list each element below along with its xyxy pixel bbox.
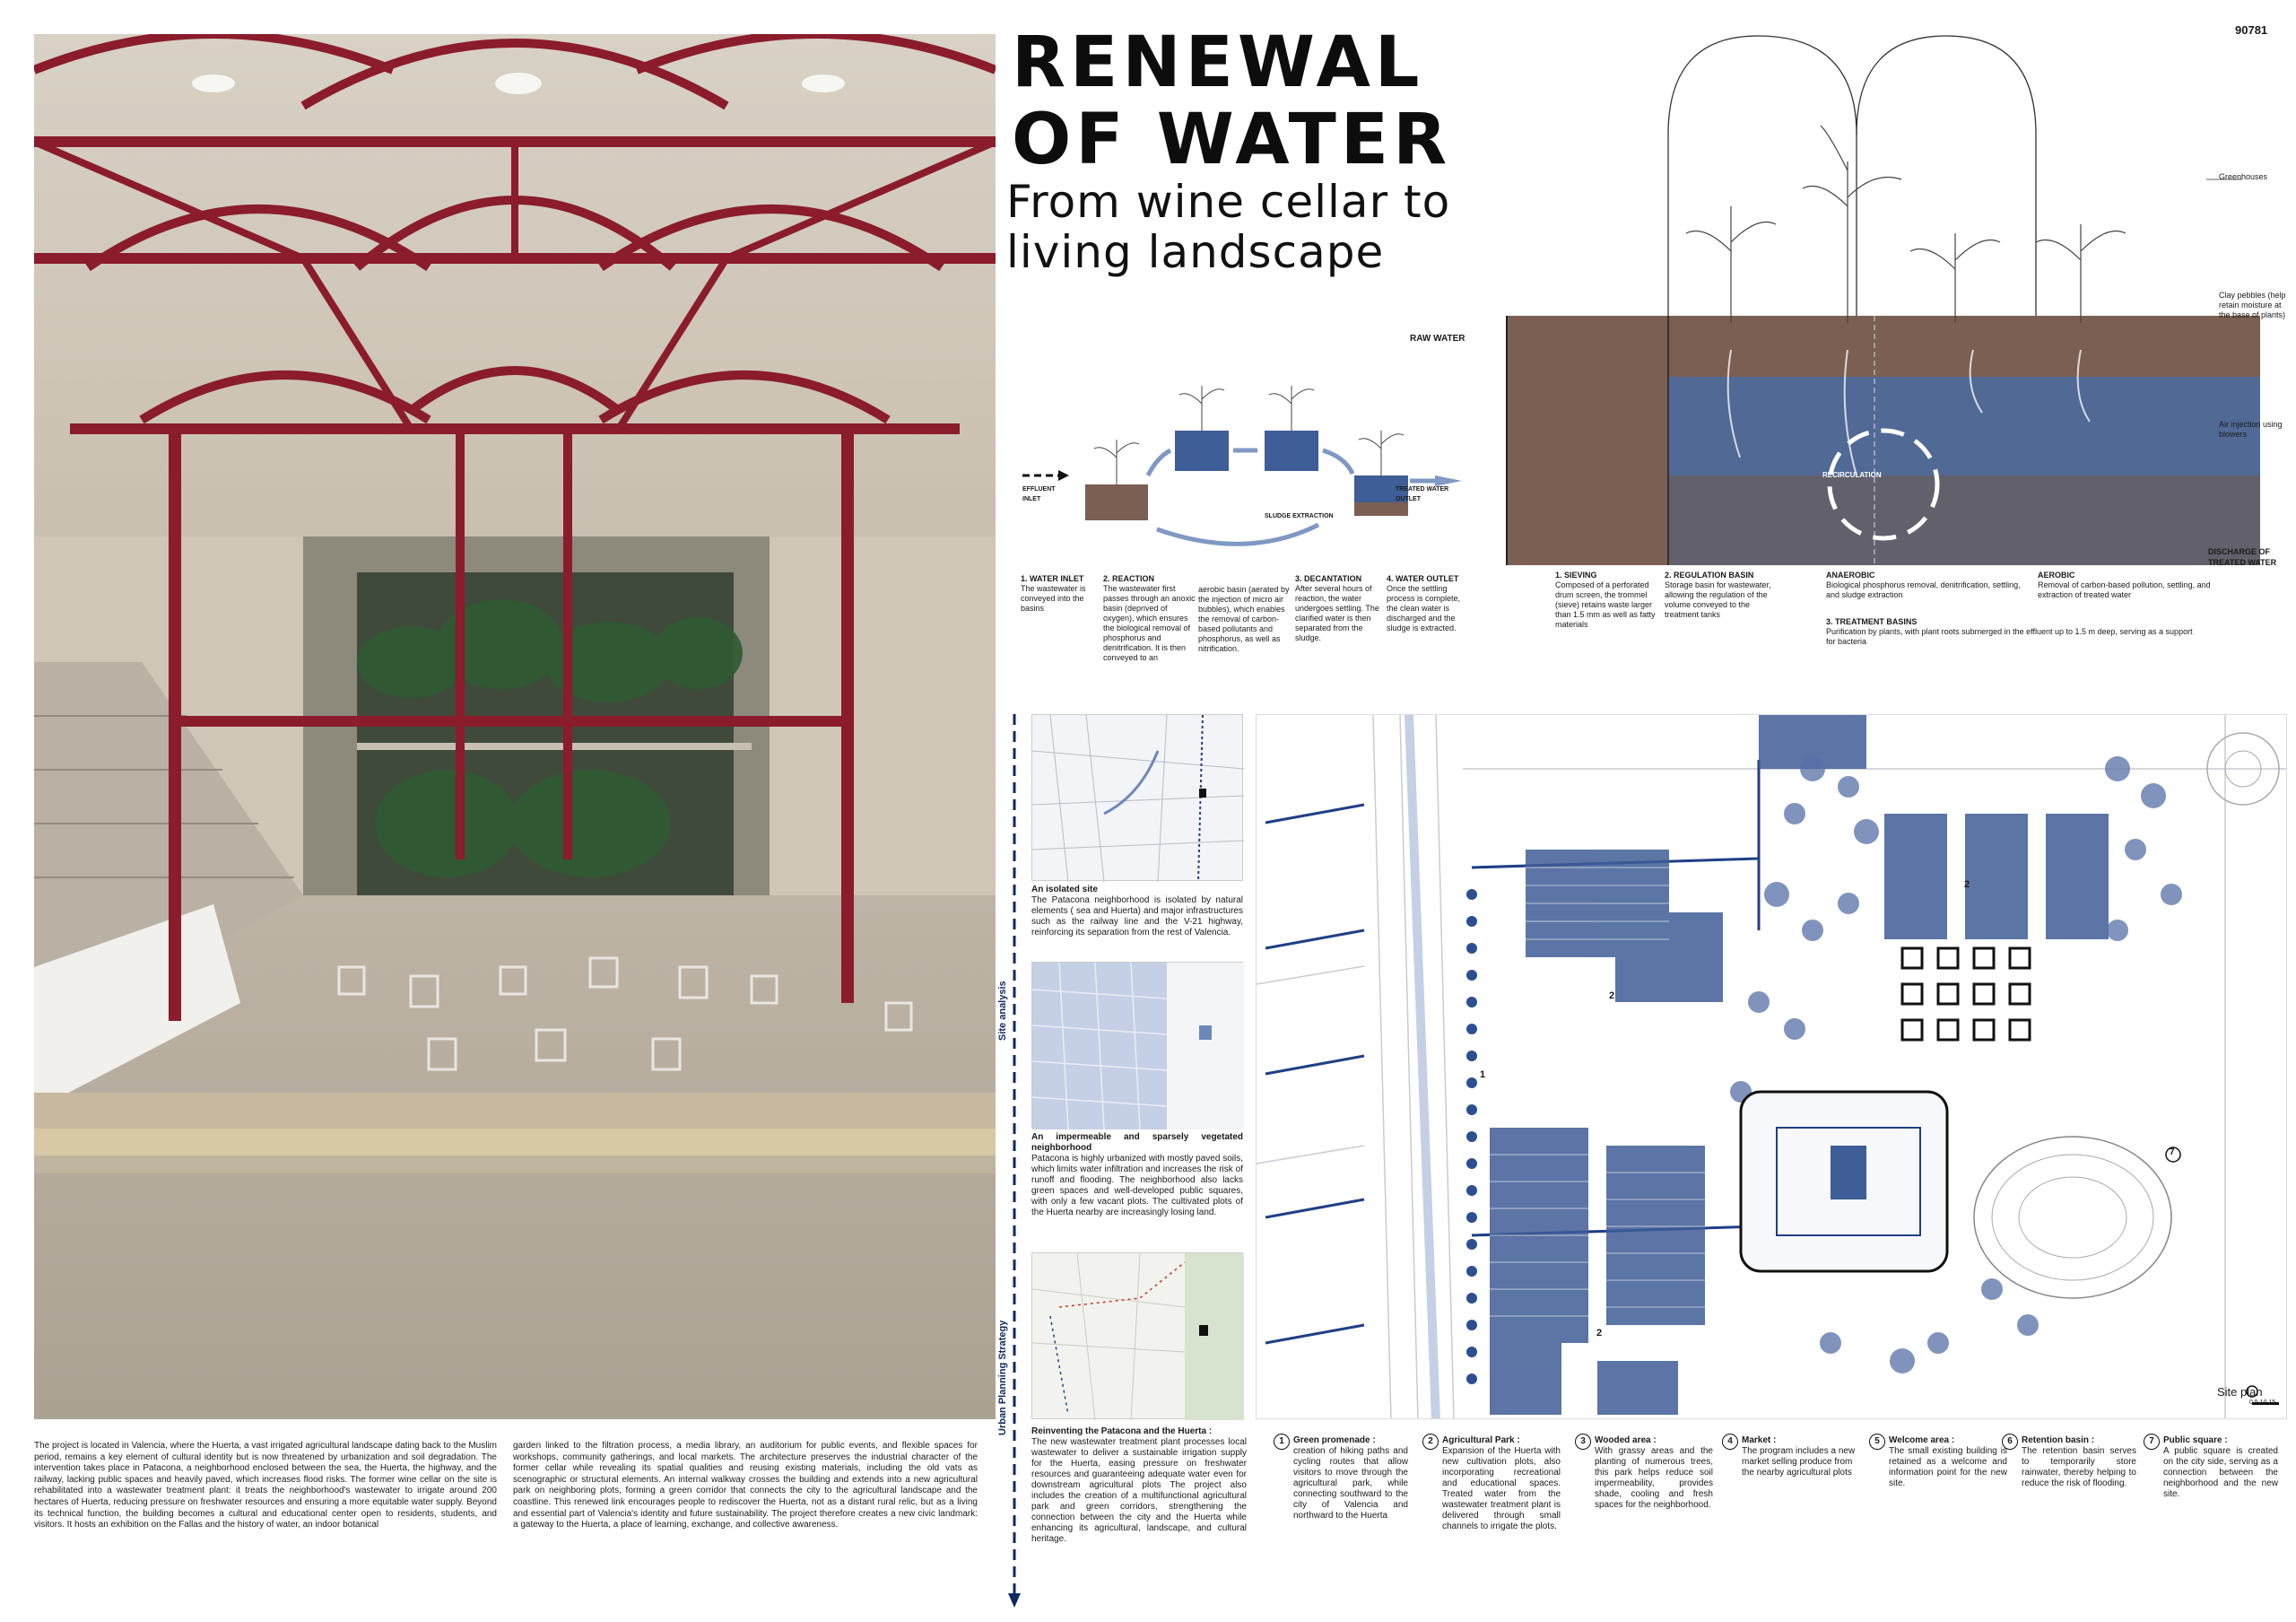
plan-marker-2c: 2 bbox=[1596, 1328, 1603, 1339]
section-regulation-text: Storage basin for wastewater, allowing the regulation of the volume conveyed to the treatment tanks bbox=[1665, 580, 1771, 619]
intro-text-col-2: garden linked to the filtration process, a media library, an auditorium for public events, and flexible spaces for workshops, community gatherings, and local markets. The architecture preserves the industrial character of the former cellar while revealing its spatial qualities and reusing existing materials, including the old vats as scenographic or structural elements. An internal walkway crosses the building and extends into a new agricultural park on neighboring plots, forming a green corridor that connects the city to the agricultural landscape and the coastline. This renewed link encourages people to rediscover the Huerta, not as a distant rural relic, but as a living and essential part of Valencia's identity and future sustainability. The project therefore creates a new civic landmark: a gateway to the Huerta, a place of learning, exchange, and collective awareness. bbox=[513, 1441, 978, 1530]
raw-water-label: RAW WATER bbox=[1410, 334, 1465, 344]
analysis-block-1-title: An isolated site bbox=[1031, 885, 1098, 894]
step-water-outlet bbox=[1387, 574, 1462, 633]
sludge-extraction-label: SLUDGE EXTRACTION bbox=[1265, 513, 1334, 519]
legend-1-title: Green promenade : bbox=[1293, 1435, 1376, 1445]
analysis-timeline bbox=[1008, 714, 1021, 1609]
subtitle-line-2: living landscape bbox=[1006, 226, 1385, 278]
step-4-text: Once the settling process is complete, the clean water is discharged and the sludge is extracted. bbox=[1387, 584, 1461, 632]
site-plan-label: Site plan bbox=[2217, 1385, 2263, 1399]
plan-marker-2b: 2 bbox=[1609, 990, 1615, 1001]
analysis-block-2-title: An impermeable and sparsely vegetated neighborhood bbox=[1031, 1132, 1243, 1153]
section-sieving-text: Composed of a perforated drum screen, the trommel (sieve) retains waste larger than 1.5 mm as well as fatty materials bbox=[1555, 580, 1656, 629]
legend-number-1: 1 bbox=[1274, 1434, 1290, 1450]
section-treatment bbox=[1826, 617, 2203, 647]
analysis-block-3-text: The new wastewater treatment plant processes local wastewater to deliver a sustainable irrigation supply for the Huerta, easing pressure on freshwater resources and guaranteeing adequate water even for downstream agricultural plots The project also includes the creation of a multifunctional agricultural park and green corridors, strengthening the connection between the city and the Huerta while enhancing its agricultural, landscape, and cultural heritage. bbox=[1031, 1437, 1247, 1544]
discharge-label-2: TREATED WATER bbox=[2208, 558, 2277, 567]
legend-3-body bbox=[1595, 1435, 1713, 1511]
site-plan-scale: 0 5 10 15 bbox=[2249, 1400, 2276, 1406]
treatment-section-diagram bbox=[1399, 27, 2287, 565]
section-anaerobic-text: Biological phosphorus removal, denitrification, settling, and sludge extraction bbox=[1826, 580, 2021, 599]
legend-5-title: Welcome area : bbox=[1889, 1435, 1955, 1445]
step-1-title: 1. WATER INLET bbox=[1021, 574, 1084, 583]
analysis-block-1 bbox=[1031, 885, 1243, 938]
treatment-section-illustration bbox=[1399, 27, 2287, 565]
analysis-block-3-title: Reinventing the Patacona and the Huerta : bbox=[1031, 1426, 1213, 1436]
legend-number-7: 7 bbox=[2144, 1434, 2160, 1450]
legend-1-text: creation of hiking paths and cycling routes that allow visitors to move through the agricultural park, while connecting southward to the city of Valencia and northward to the Huerta bbox=[1293, 1446, 1408, 1521]
section-treatment-text: Purification by plants, with plant roots submerged in the effluent up to 1.5 m deep, serving as a support for bacteria bbox=[1826, 627, 2193, 646]
site-plan-legend bbox=[1274, 1434, 2287, 1604]
section-sieving-title: 1. SIEVING bbox=[1555, 571, 1597, 580]
map-impermeable bbox=[1031, 962, 1243, 1129]
step-2-text: The wastewater first passes through an anoxic basin (deprived of oxygen), which ensures the biological removal of phosphorus and denitrification. It is then conveyed to an bbox=[1103, 584, 1196, 662]
step-3-text: After several hours of reaction, the water undergoes settling. The clarified water is then separated from the sludge. bbox=[1295, 584, 1379, 642]
timeline-dashed-line bbox=[1008, 714, 1021, 1611]
legend-3-text: With grassy areas and the planting of numerous trees, this park helps reduce soil impermeability, provides shade, cooling and fresh spaces for the neighborhood. bbox=[1595, 1446, 1713, 1510]
legend-5-body bbox=[1889, 1435, 2007, 1489]
legend-2-title: Agricultural Park : bbox=[1442, 1435, 1520, 1445]
section-aerobic-title: AEROBIC bbox=[2038, 571, 2075, 580]
interior-render bbox=[34, 34, 996, 1419]
section-sieving bbox=[1555, 571, 1663, 630]
urban-strategy-label: Urban Planning Strategy bbox=[997, 1320, 1008, 1435]
legend-6-title: Retention basin : bbox=[2022, 1435, 2095, 1445]
section-anaerobic-title: ANAEROBIC bbox=[1826, 571, 1875, 580]
analysis-block-2-text: Patacona is highly urbanized with mostly paved soils, which limits water infiltration and increases the risk of runoff and flooding. The neighborhood also lacks green spaces and well-developed public squares, with only a few vacant plots. The cultivated plots of the Huerta nearby are increasingly losing land. bbox=[1031, 1154, 1243, 1217]
analysis-block-1-text: The Patacona neighborhood is isolated by natural elements ( sea and Huerta) and major infrastructures such as the railway line and the V-21 highway, reinforcing its separation from the rest of Valencia. bbox=[1031, 895, 1243, 937]
legend-7-body bbox=[2163, 1435, 2278, 1500]
treated-outlet-label: TREATED WATER OUTLET bbox=[1396, 486, 1449, 502]
greenhouses-label: Greenhouses bbox=[2219, 172, 2268, 181]
cycle-diagram-illustration bbox=[1022, 377, 1471, 556]
map-isolated-site bbox=[1031, 714, 1243, 881]
step-reaction-continued bbox=[1198, 585, 1292, 654]
map-impermeable-illustration bbox=[1032, 963, 1244, 1129]
map-strategy bbox=[1031, 1252, 1243, 1419]
site-analysis-label: Site analysis bbox=[997, 981, 1008, 1041]
map-isolated-site-illustration bbox=[1032, 715, 1244, 882]
section-aerobic-text: Removal of carbon-based pollution, settling, and extraction of treated water bbox=[2038, 580, 2211, 599]
legend-1-body bbox=[1293, 1435, 1408, 1522]
discharge-label-1: DISCHARGE OF bbox=[2208, 547, 2271, 556]
title-line-1: RENEWAL bbox=[1012, 22, 1424, 103]
section-regulation bbox=[1665, 571, 1783, 620]
site-plan bbox=[1256, 714, 2287, 1419]
legend-number-3: 3 bbox=[1575, 1434, 1591, 1450]
subtitle-line-1: From wine cellar to bbox=[1006, 176, 1451, 228]
legend-4-title: Market : bbox=[1742, 1435, 1777, 1445]
legend-6-text: The retention basin serves to temporarily store rainwater, thereby helping to reduce the risk of flooding. bbox=[2022, 1446, 2136, 1488]
legend-2-body bbox=[1442, 1435, 1561, 1532]
legend-6-body bbox=[2022, 1435, 2136, 1489]
section-anaerobic bbox=[1826, 571, 2032, 600]
legend-7-title: Public square : bbox=[2163, 1435, 2228, 1445]
section-aerobic bbox=[2038, 571, 2235, 600]
plan-marker-1: 1 bbox=[1480, 1069, 1486, 1080]
effluent-inlet-label: EFFLUENT INLET bbox=[1022, 486, 1056, 502]
site-plan-illustration bbox=[1257, 715, 2287, 1419]
air-injection-label: Air injection using blowers bbox=[2219, 420, 2283, 439]
step-reaction bbox=[1103, 574, 1196, 663]
legend-7-text: A public square is created on the city side, serving as a connection between the neighborhood and the new site. bbox=[2163, 1446, 2278, 1499]
legend-3-title: Wooded area : bbox=[1595, 1435, 1657, 1445]
legend-2-text: Expansion of the Huerta with new cultivation plots, also incorporating recreational and educational spaces. Treated water from the wastewater treatment plant is delivered through small channels to irrigate the plots. bbox=[1442, 1446, 1561, 1531]
section-treatment-title: 3. TREATMENT BASINS bbox=[1826, 617, 1918, 626]
plan-marker-7: 7 bbox=[2170, 1147, 2175, 1157]
legend-number-2: 2 bbox=[1422, 1434, 1439, 1450]
step-3-title: 3. DECANTATION bbox=[1295, 574, 1362, 583]
step-water-inlet bbox=[1021, 574, 1098, 614]
step-1-text: The wastewater is conveyed into the basins bbox=[1021, 584, 1086, 613]
map-strategy-illustration bbox=[1032, 1253, 1244, 1420]
intro-text-col-1: The project is located in Valencia, where the Huerta, a vast irrigated agricultural landscape dating back to the Muslim period, remains a key element of cultural identity but is now threatened by urbanization and soil degradation. The intervention takes place in Patacona, a neighborhood enclosed between the sea, the Huerta, the highway, and the railway, lacking public spaces and heavily paved, which increases flood risks. The former wine cellar on the site is rehabilitated into a wastewater treatment plant: it treats the neighborhood's wastewater to irrigate around 200 hectares of Huerta, reducing pressure on freshwater resources and ensuring a more equitable water supply. Beyond its technical function, the building becomes a cultural and educational center open to residents, students, and visitors. It hosts an exhibition on the Fallas and the history of water, an indoor botanical bbox=[34, 1441, 497, 1530]
step-2b-text: aerobic basin (aerated by the injection of micro air bubbles), which enables the removal of carbon-based pollutants and phosphorus, as well as nitrification. bbox=[1198, 585, 1290, 653]
section-regulation-title: 2. REGULATION BASIN bbox=[1665, 571, 1754, 580]
analysis-block-3 bbox=[1031, 1426, 1247, 1545]
recirculation-label: RECIRCULATION bbox=[1822, 471, 1882, 479]
analysis-block-2 bbox=[1031, 1132, 1243, 1218]
cycle-diagram bbox=[1022, 377, 1471, 556]
plan-marker-2a: 2 bbox=[1964, 879, 1970, 890]
step-4-title: 4. WATER OUTLET bbox=[1387, 574, 1459, 583]
legend-4-body bbox=[1742, 1435, 1860, 1478]
legend-4-text: The program includes a new market selling produce from the nearby agricultural plots bbox=[1742, 1446, 1856, 1478]
interior-render-illustration bbox=[34, 34, 996, 1419]
title-line-2: OF WATER bbox=[1012, 100, 1452, 180]
legend-number-4: 4 bbox=[1722, 1434, 1738, 1450]
legend-number-5: 5 bbox=[1869, 1434, 1885, 1450]
legend-5-text: The small existing building is retained as a welcome and information point for the new site. bbox=[1889, 1446, 2007, 1488]
step-decantation bbox=[1295, 574, 1385, 643]
legend-number-6: 6 bbox=[2002, 1434, 2018, 1450]
clay-pebbles-label: Clay pebbles (help retain moisture at the base of plants) bbox=[2219, 291, 2286, 319]
step-2-title: 2. REACTION bbox=[1103, 574, 1155, 583]
board-number: 90781 bbox=[2235, 23, 2268, 37]
